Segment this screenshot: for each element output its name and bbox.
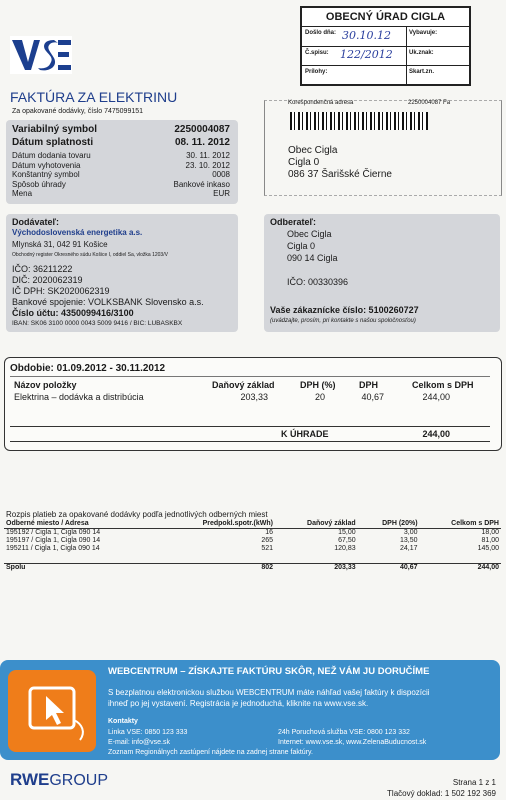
col-header-base: Daňový základ (212, 380, 275, 390)
summary-row-value: 30. 11. 2012 (186, 151, 230, 160)
contact-line: Linka VSE: 0850 123 333 (108, 729, 188, 736)
webcentrum-icon (8, 670, 96, 752)
stamp-field: Došlo dňa: (305, 30, 336, 36)
print-document-number: Tlačový doklad: 1 502 192 369 (387, 789, 496, 798)
supplier-iban: IBAN: SK06 3100 0000 0043 5009 9416 / BIC: LUBASKBX (12, 320, 183, 327)
invoice-title: FAKTÚRA ZA ELEKTRINU (10, 89, 178, 105)
col-header-vat-pct: DPH (%) (300, 380, 336, 390)
schedule-cell: 18,00 (481, 529, 499, 536)
vse-logo (10, 36, 72, 74)
webcentrum-line: S bezplatnou elektronickou službou WEBCENTRUM máte náhľad vašej faktúry k dispozícii (108, 688, 430, 697)
schedule-title: Rozpis platieb za opakované dodávky podľa jednotlivých odberných miest (6, 510, 268, 519)
schedule-cell: 16 (265, 529, 273, 536)
customer-ico: IČO: 00330396 (287, 277, 349, 287)
schedule-cell: 521 (261, 545, 273, 552)
correspondence-line: Cigla 0 (288, 157, 320, 168)
summary-row-label: Konštantný symbol (12, 170, 80, 179)
due-date-label: Dátum splatnosti (12, 137, 94, 148)
schedule-cell: 195192 / Cigla 1, Cigla 090 14 (6, 529, 101, 536)
schedule-cell: 15,00 (338, 529, 356, 536)
customer-note: (uvádzajte, prosím, pri kontakte s našou spoločnosťou) (270, 318, 416, 324)
schedule-total-cell: 203,33 (334, 564, 356, 571)
schedule-header: Predpokl.spotr.(kWh) (202, 520, 273, 527)
postal-barcode (290, 112, 428, 130)
contact-line: Zoznam Regionálnych zastúpení nájdete na zadnej strane faktúry. (108, 749, 313, 756)
item-total: 244,00 (422, 392, 450, 402)
table-row (4, 537, 501, 545)
correspondence-label: Korešpondenčná adresa (288, 100, 354, 106)
summary-row-value: 0008 (212, 170, 230, 179)
contact-line: 24h Poruchová služba VSE: 0800 123 332 (278, 729, 410, 736)
stamp-handwritten-ref: 122/2012 (340, 48, 393, 61)
customer-line: Cigla 0 (287, 241, 316, 251)
summary-row-label: Dátum vyhotovenia (12, 160, 81, 170)
rwe-logo-group: GROUP (49, 772, 109, 789)
table-row (4, 529, 501, 538)
schedule-total-cell: 40,67 (400, 564, 418, 571)
page-number: Strana 1 z 1 (452, 778, 496, 787)
summary-row-value: EUR (213, 189, 230, 198)
schedule-cell: 3,00 (403, 529, 418, 536)
supplier-label: Dodávateľ: (12, 217, 59, 227)
billing-header-bar (10, 376, 490, 377)
due-date-value: 08. 11. 2012 (174, 137, 230, 148)
schedule-total-cell: Spolu (6, 564, 26, 571)
summary-row-label: Mena (12, 189, 33, 198)
contact-line: Internet: www.vse.sk, www.ZelenaBuducnost.sk (278, 739, 427, 746)
table-row (4, 545, 501, 553)
schedule-total-cell: 802 (261, 564, 273, 571)
supplier-account: Číslo účtu: 4350099416/3100 (12, 308, 134, 318)
rwe-logo-text: RWE (10, 770, 50, 789)
schedule-cell: 265 (261, 537, 273, 544)
schedule-header: Celkom s DPH (451, 520, 499, 527)
supplier-address: Mlynská 31, 042 91 Košice (12, 240, 108, 249)
stamp-field: Vybavuje: (409, 30, 438, 36)
supplier-dic: DIČ: 2020062319 (12, 275, 83, 285)
var-symbol-value: 2250004087 (174, 124, 230, 135)
schedule-cell: 13,50 (400, 537, 418, 544)
col-header-item: Názov položky (14, 380, 77, 390)
supplier-name: Východoslovenská energetika a.s. (12, 228, 143, 237)
schedule-cell: 24,17 (400, 545, 418, 552)
summary-row-label: Spôsob úhrady (12, 179, 66, 189)
stamp-field: Prílohy: (305, 69, 328, 75)
stamp-title: OBECNÝ ÚRAD CIGLA (325, 11, 446, 23)
item-vat-pct: 20 (314, 392, 325, 402)
amount-due-value: 244,00 (422, 429, 450, 439)
var-symbol-label: Variabilný symbol (12, 124, 98, 135)
summary-row-value: 23. 10. 2012 (185, 160, 230, 170)
stamp-field: Skart.zn. (409, 69, 435, 75)
supplier-register: Obchodný register Okresného súdu Košice I, oddiel Sa, vložka 1203/V (12, 252, 168, 258)
schedule-table (4, 520, 501, 572)
item-base: 203,33 (240, 392, 268, 402)
customer-label: Odberateľ: (270, 217, 316, 227)
col-header-total: Celkom s DPH (412, 380, 474, 390)
schedule-total-cell: 244,00 (477, 564, 499, 571)
customer-line: Obec Cigla (287, 229, 332, 239)
item-vat: 40,67 (361, 392, 384, 402)
summary-row-value: Bankové inkaso (173, 179, 230, 189)
stamp-handwritten-date: 30.10.12 (342, 29, 391, 42)
schedule-cell: 195197 / Cigla 1, Cigla 090 14 (6, 537, 101, 544)
summary-row-label: Dátum dodania tovaru (12, 151, 91, 160)
stamp-field: Uk.znak: (409, 50, 434, 56)
correspondence-line: Obec Cigla (288, 145, 338, 156)
contacts-label: Kontakty (108, 718, 138, 725)
schedule-header: DPH (20%) (382, 520, 418, 527)
schedule-total-row (4, 564, 501, 573)
invoice-subtitle: Za opakované dodávky, číslo 7475099151 (12, 108, 144, 115)
customer-number: Vaše zákaznícke číslo: 5100260727 (270, 305, 419, 315)
billing-period: Obdobie: 01.09.2012 - 30.11.2012 (10, 363, 166, 374)
schedule-cell: 195211 / Cigla 1, Cigla 090 14 (6, 545, 100, 552)
schedule-header: Odberné miesto / Adresa (6, 520, 89, 527)
stamp-field: Č.spisu: (305, 50, 329, 56)
correspondence-code: 2250004087 Fa (408, 100, 451, 106)
rwe-logo (10, 770, 108, 790)
schedule-cell: 81,00 (481, 537, 499, 544)
amount-due-label: K ÚHRADE (281, 429, 329, 439)
schedule-cell: 67,50 (338, 537, 356, 544)
webcentrum-title: WEBCENTRUM – ZÍSKAJTE FAKTÚRU SKÔR, NEŽ VÁM JU DORUČÍME (108, 666, 430, 677)
supplier-bank: Bankové spojenie: VOLKSBANK Slovensko a.s. (12, 297, 204, 307)
col-header-vat: DPH (359, 380, 379, 390)
customer-line: 090 14 Cigla (287, 253, 338, 263)
schedule-cell: 120,83 (334, 545, 356, 552)
registry-stamp (300, 6, 471, 86)
webcentrum-line: ihneď po jej vystavení. Registrácia je jednoduchá, kliknite na www.vse.sk. (108, 699, 369, 708)
schedule-cell: 145,00 (477, 545, 499, 552)
correspondence-line: 086 37 Šarišské Čierne (288, 169, 392, 180)
supplier-ico: IČO: 36211222 (12, 264, 73, 274)
contact-line: E-mail: info@vse.sk (108, 739, 170, 746)
schedule-header: Daňový základ (307, 520, 356, 527)
supplier-icdph: IČ DPH: SK2020062319 (12, 286, 110, 296)
item-name: Elektrina – dodávka a distribúcia (14, 392, 144, 402)
